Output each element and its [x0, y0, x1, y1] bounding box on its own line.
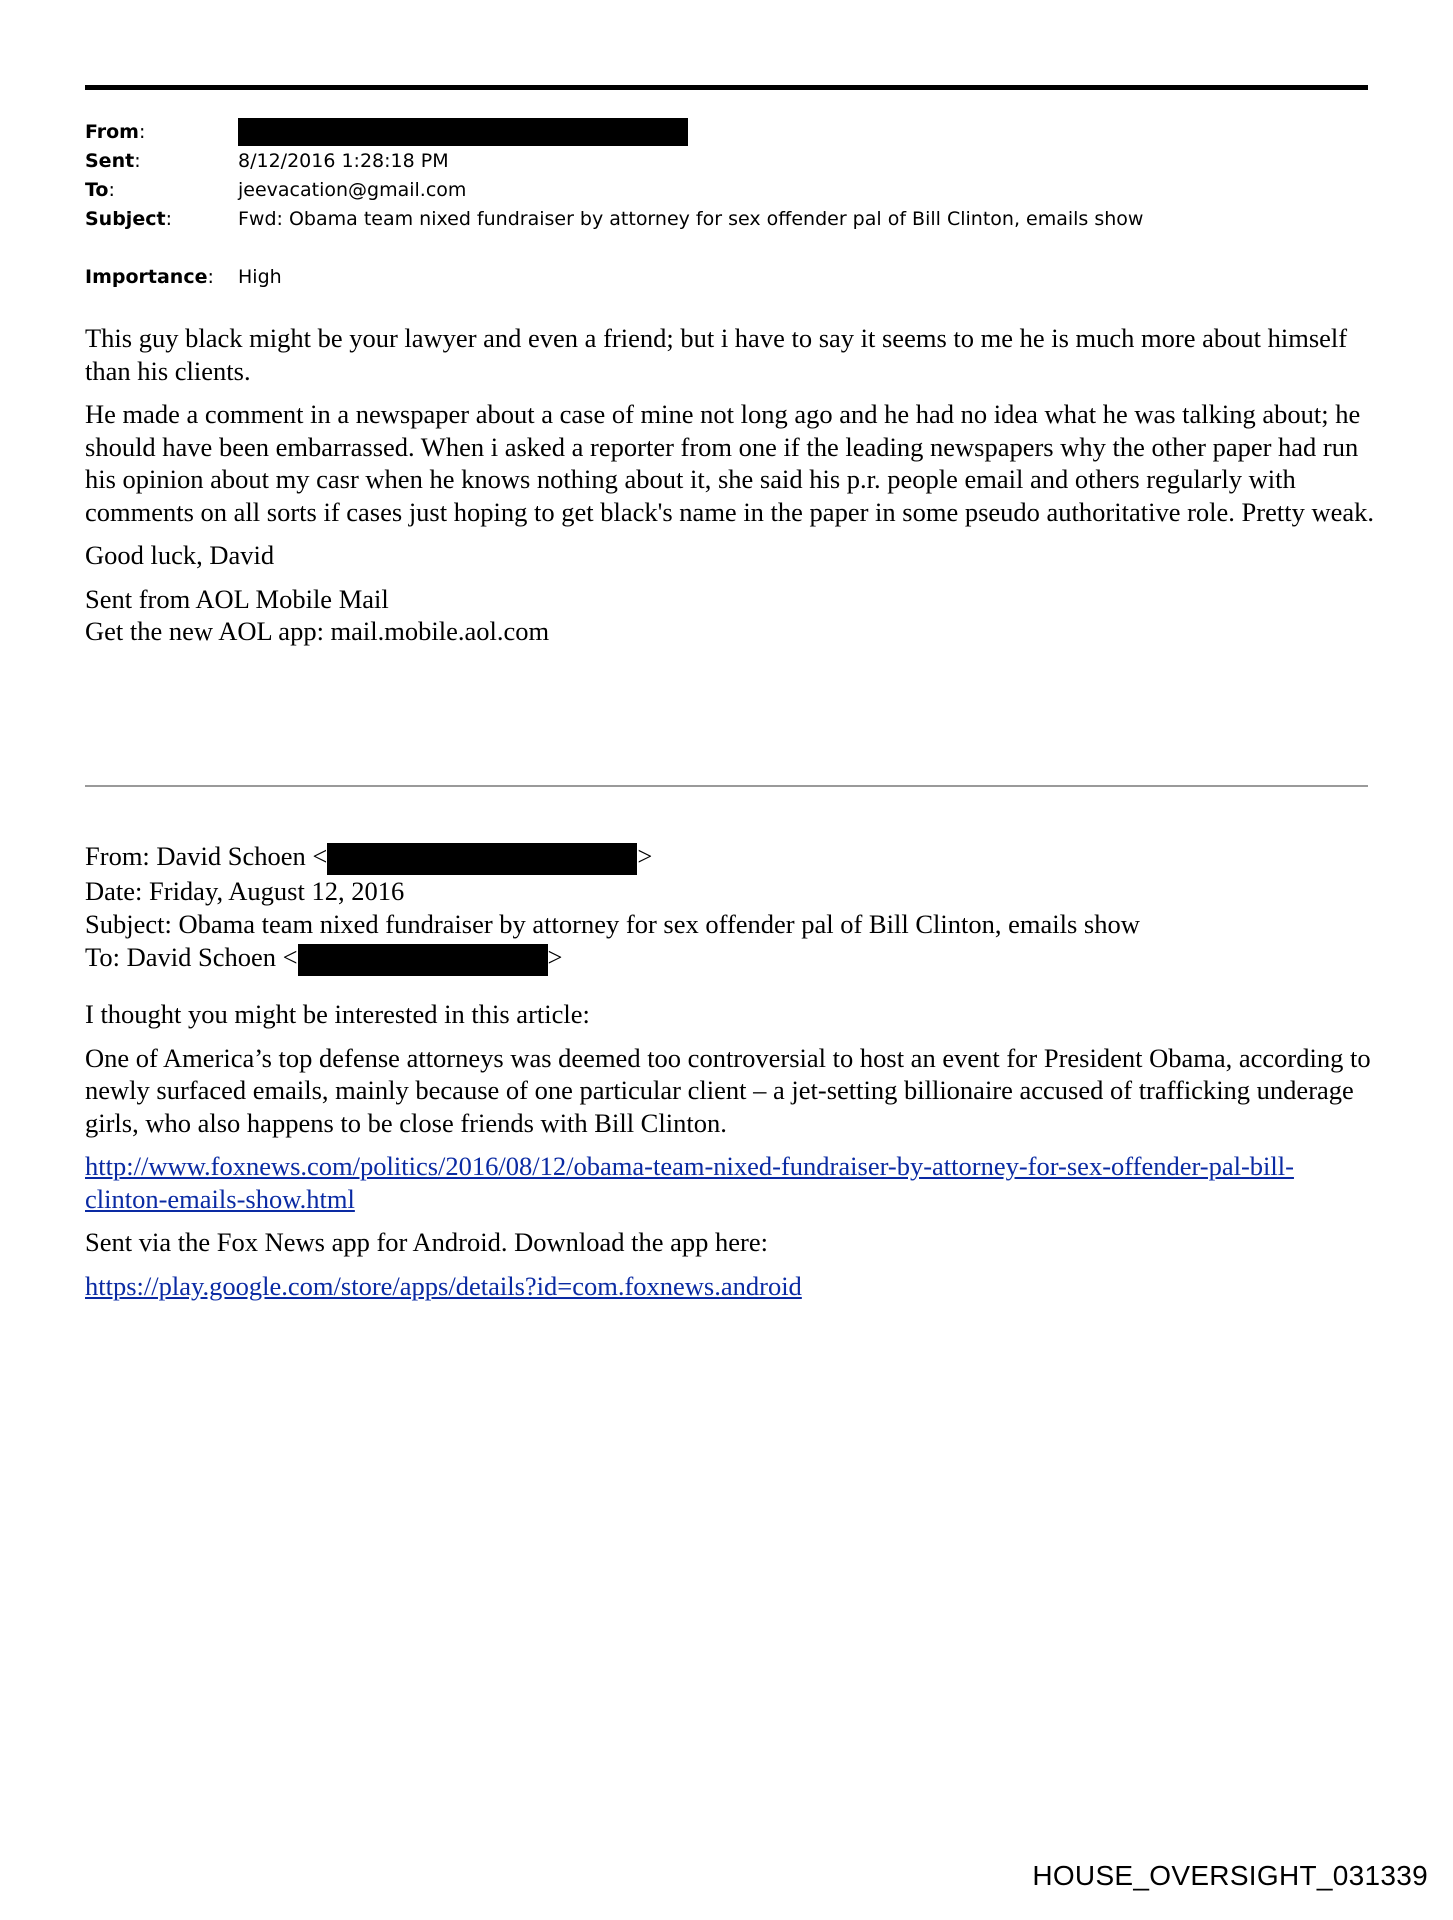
forwarded-subject-line: Subject: Obama team nixed fundraiser by attorney for sex offender pal of Bill Clinton, emails show [85, 908, 1140, 939]
forward-divider [85, 785, 1368, 787]
header-to-row: To: jeevacation@gmail.com [85, 176, 1368, 205]
forwarded-date-line: Date: Friday, August 12, 2016 [85, 875, 405, 906]
to-value: jeevacation@gmail.com [238, 179, 467, 201]
sent-from-line: Sent from AOL Mobile Mail [85, 583, 389, 614]
article-summary: One of America’s top defense attorneys was deemed too controversial to host an event for President Obama, according to newly surfaced emails, mainly because of one particular client – a jet-setting billionaire accused of trafficking underage girls, who also happens to be close friends with Bill Clinton. [85, 1042, 1371, 1138]
get-app-line: Get the new AOL app: mail.mobile.aol.com [85, 616, 550, 646]
message-paragraph: He made a comment in a newspaper about a case of mine not long ago and he had no idea what he was talking about; he should have been embarrassed. When i asked a reporter from one if the leading newspapers why the other paper had run his opinion about my casr when he knows nothing about it, she said his p.r. people email and others regularly with comments on all sorts if cases just hoping to get black's name in the paper in some pseudo authoritative role. Pretty weak. [85, 399, 1374, 527]
app-note: Sent via the Fox News app for Android. Download the app here: [85, 1227, 768, 1257]
redaction-block [327, 843, 637, 875]
subject-value: Fwd: Obama team nixed fundraiser by attorney for sex offender pal of Bill Clinton, emails show [238, 208, 1144, 230]
forwarded-to-line: To: David Schoen < > [85, 941, 1375, 976]
bates-number: HOUSE_OVERSIGHT_031339 [1032, 1860, 1428, 1891]
sent-value: 8/12/2016 1:28:18 PM [238, 150, 449, 172]
to-label: To [85, 179, 109, 201]
forwarded-from-line: From: David Schoen < > [85, 840, 1375, 875]
header-from-row: From: [85, 118, 1368, 147]
message-paragraph: This guy black might be your lawyer and even a friend; but i have to say it seems to me he is much more about himself than his clients. [85, 323, 1348, 386]
importance-label: Importance [85, 266, 208, 288]
message-signoff: Good luck, David [85, 540, 275, 570]
header-subject-row: Subject: Fwd: Obama team nixed fundraiser by attorney for sex offender pal of Bill Clinton, emails show [85, 205, 1368, 234]
article-link[interactable]: http://www.foxnews.com/politics/2016/08/12/obama-team-nixed-fundraiser-by-attorney-for-sex-offender-pal-bill-clinton-emails-show.html [85, 1151, 1294, 1214]
email-header [85, 118, 1368, 292]
importance-value: High [238, 266, 282, 288]
forwarded-intro: I thought you might be interested in this article: [85, 999, 590, 1029]
header-sent-row: Sent: 8/12/2016 1:28:18 PM [85, 147, 1368, 176]
redaction-block [298, 944, 548, 976]
app-store-link[interactable]: https://play.google.com/store/apps/details?id=com.foxnews.android [85, 1270, 802, 1301]
subject-label: Subject [85, 208, 166, 230]
sent-label: Sent [85, 150, 135, 172]
header-importance-row: Importance: High [85, 263, 1368, 292]
from-label: From [85, 121, 139, 143]
top-divider [85, 85, 1368, 90]
redaction-block [238, 118, 688, 146]
message-body [85, 322, 1375, 648]
forwarded-body [85, 998, 1375, 1313]
message-signature [85, 583, 1375, 648]
forwarded-header [85, 840, 1375, 976]
